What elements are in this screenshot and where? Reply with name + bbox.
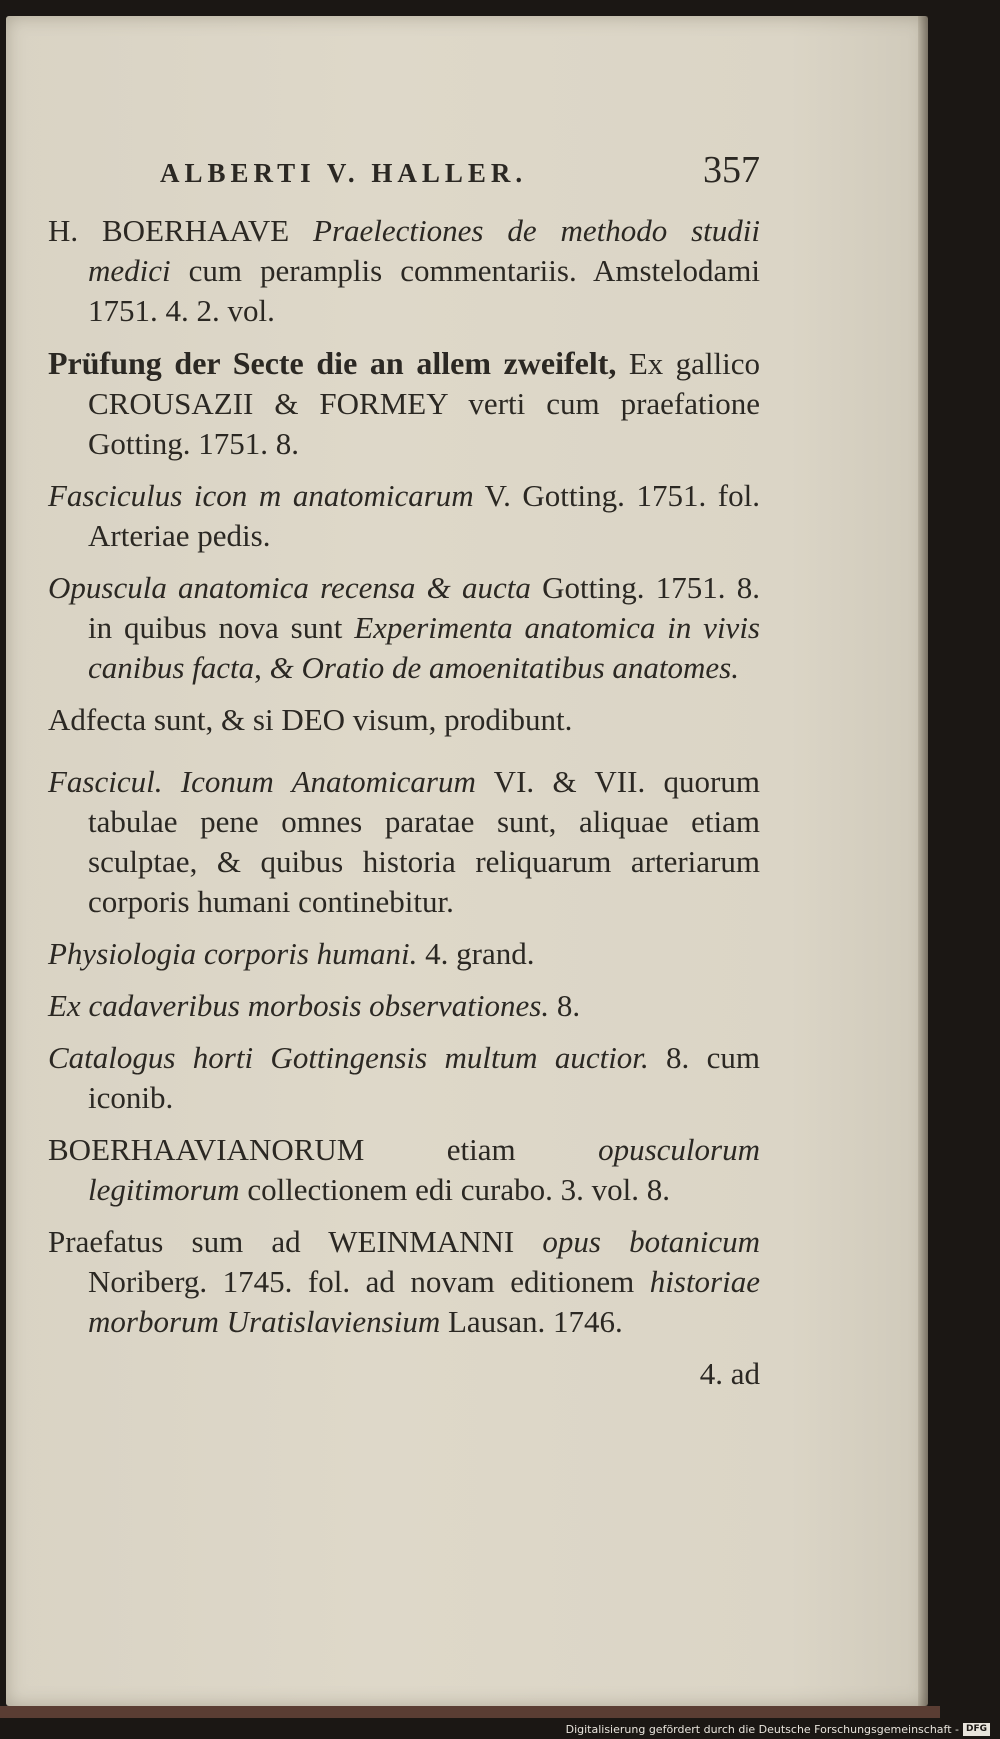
blackletter-title-text: Prüfung der Secte die an allem zweifelt, bbox=[48, 345, 617, 381]
italic-title-text: Experimenta anatomica in vivis canibus facta bbox=[88, 610, 760, 685]
entry-text: 8. cum iconib. bbox=[88, 1040, 760, 1115]
bibliography-entry-fasciculus-iconum-v bbox=[48, 476, 760, 556]
italic-title-text: Ex cadaveribus morbosis observationes. bbox=[48, 988, 550, 1023]
italic-title-text: Opuscula anatomica recensa & aucta bbox=[48, 570, 531, 605]
italic-title-text: Physiologia corporis humani. bbox=[48, 936, 418, 971]
entry-text: Noriberg. 1745. fol. ad novam editionem bbox=[88, 1264, 650, 1299]
entry-text: , bbox=[254, 650, 270, 685]
bibliography-entry-praefatus-sum bbox=[48, 1222, 760, 1342]
catchword: 4. ad bbox=[699, 1356, 760, 1391]
italic-title-text: historiae morborum Uratislaviensium bbox=[88, 1264, 760, 1339]
page-text-block bbox=[48, 150, 760, 1394]
italic-title-text: opusculorum legitimorum bbox=[88, 1132, 760, 1207]
bibliography-entries bbox=[48, 211, 760, 1342]
entry-text: BOERHAAVIANORUM etiam bbox=[48, 1132, 599, 1167]
bibliography-entry-opuscula-anatomica bbox=[48, 568, 760, 688]
entry-text: Praefatus sum ad WEINMANNI bbox=[48, 1224, 543, 1259]
italic-title-text: Fasciculus icon m anatomicarum bbox=[48, 478, 474, 513]
entry-text: collectionem edi curabo. 3. vol. 8. bbox=[239, 1172, 670, 1207]
bibliography-entry-fascicul-iconum-vi-vii bbox=[48, 762, 760, 922]
entry-text: V. Gotting. 1751. fol. Arteriae pedis. bbox=[88, 478, 760, 553]
italic-title-text: Fascicul. Iconum Anatomicarum bbox=[48, 764, 476, 799]
entry-text: 4. grand. bbox=[417, 936, 535, 971]
entry-text: Gotting. 1751. 8. in quibus nova sunt bbox=[88, 570, 760, 645]
digitization-footer bbox=[566, 1721, 990, 1737]
bibliography-entry-adfecta-sunt bbox=[48, 700, 760, 740]
entry-text: Adfecta sunt, & si DEO visum, prodibunt. bbox=[48, 702, 573, 737]
bibliography-entry-catalogus-horti bbox=[48, 1038, 760, 1118]
italic-title-text: & Oratio de amoenitatibus anatomes. bbox=[269, 650, 739, 685]
entry-text: Ex gallico CROUSAZII & FORMEY verti cum praefatione Gotting. 1751. 8. bbox=[88, 346, 760, 461]
page-edge bbox=[0, 1706, 940, 1718]
bibliography-entry-ex-cadaveribus bbox=[48, 986, 760, 1026]
italic-title-text: opus botanicum bbox=[542, 1224, 760, 1259]
bibliography-entry-boerhaavianorum bbox=[48, 1130, 760, 1210]
entry-text: 8. bbox=[549, 988, 581, 1023]
italic-title-text: Catalogus horti Gottingensis multum auctior. bbox=[48, 1040, 649, 1075]
page-header bbox=[48, 150, 760, 193]
entry-text: VI. & VII. quorum tabulae pene omnes paratae sunt, aliquae etiam sculptae, & quibus historia reliquarum arteriarum corporis humani continebitur. bbox=[88, 764, 760, 919]
bibliography-entry-pruefung-der-secte bbox=[48, 343, 760, 464]
entry-text: Lausan. 1746. bbox=[440, 1304, 623, 1339]
bibliography-entry-boerhaave-praelectiones bbox=[48, 211, 760, 331]
italic-title-text: Praelectiones de methodo studii medici bbox=[88, 213, 760, 288]
page-gutter-shadow bbox=[918, 16, 928, 1706]
bibliography-entry-physiologia bbox=[48, 934, 760, 974]
page-number: 357 bbox=[703, 149, 760, 191]
dfg-logo: DFG bbox=[963, 1723, 990, 1736]
running-head: ALBERTI V. HALLER. bbox=[160, 158, 528, 188]
entry-text: cum peramplis commentariis. Amstelodami 1751. 4. 2. vol. bbox=[88, 253, 760, 328]
digitization-note: Digitalisierung gefördert durch die Deutsche Forschungsgemeinschaft - bbox=[565, 1722, 959, 1736]
entry-text: H. BOERHAAVE bbox=[48, 213, 314, 248]
